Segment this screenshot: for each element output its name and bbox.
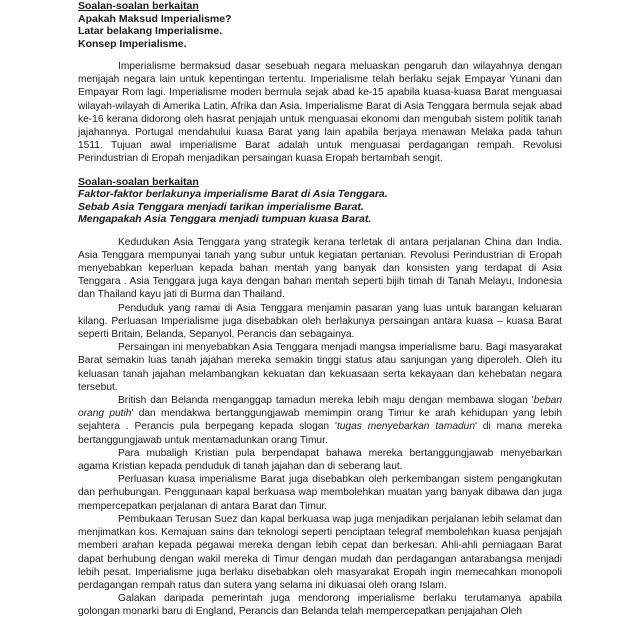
section-1-heading: Soalan-soalan berkaitan [78, 0, 199, 12]
section-2-paragraph-8: Galakan daripada pemerintah juga mendorong imperialisme berlaku terutamanya apabila golongan monarki baru di England, Perancis dan Belanda telah mempercepatkan penjajahan Oleh [78, 593, 562, 618]
section-2-paragraph-2: Penduduk yang ramai di Asia Tenggara menjamin pasaran yang luas untuk barangan keluaran kilang. Perluasan Imperialisme juga disebabkan oleh berlakunya persaingan antara kuasa – kuasa Barat seperti Britain, Belanda, Sepanyol, Perancis dan sebagainya. [78, 302, 562, 341]
slogan-beban-orang-putih: beban orang putih [78, 395, 562, 420]
section-1-paragraph: Imperialisme bermaksud dasar sesebuah negara meluaskan pengaruh dan wilayahnya dengan menjajah negara lain untuk kepentingan tertentu. Imperialisme telah berlaku sejak Empayar Yunani dan Empayar Rom lagi. Imperialisme moden bermula sejak abad ke-15 apabila kuasa-kuasa Barat menguasai wilayah-wilayah di Amerika Latin, Afrika dan Asia. Imperialisme Barat di Asia Tenggara bermula sejak abad ke-16 kerana didorong oleh hasrat penjajah untuk menguasai ekonomi dan mengubah sistem politik tanah jajahannya. Portugal mendahului kuasa Barat yang lain apabila berjaya menawan Melaka pada tahun 1511. Tujuan awal imperialisme Barat adalah untuk menguasai perdagangan rempah. Revolusi Perindustrian di Eropah menjadikan persaingan kuasa Eropah bertambah sengit. [78, 61, 562, 165]
section-1-header [78, 0, 562, 50]
section-1-question-1: Apakah Maksud Imperialisme? [78, 12, 232, 25]
section-2-paragraph-4 [78, 394, 562, 447]
section-1-question-3: Konsep Imperialisme. [78, 37, 187, 50]
section-2-question-1: Faktor-faktor berlakunya imperialisme Barat di Asia Tenggara. [78, 188, 388, 201]
section-2-question-2: Sebab Asia Tenggara menjadi tarikan imperialisme Barat. [78, 200, 364, 213]
section-2-paragraph-1: Kedudukan Asia Tenggara yang strategik kerana terletak di antara perjalanan China dan India. Asia Tenggara mempunyai tanah yang subur untuk kegiatan pertanian. Revolusi Perindustrian di Eropah menyebabkan keperluan kepada bahan mentah yang banyak dan konsisten yang terdapat di Asia Tenggara . Asia Tenggara juga kaya dengan bahan mentah seperti bijih timah di Tanah Melayu, Indonesia dan Thailand kayu jati di Burma dan Thailand. [78, 236, 562, 301]
section-2-paragraph-7: Pembukaan Terusan Suez dan kapal berkuasa wap juga menjadikan perjalanan lebih selamat dan menjimatkan kos. Kemajuan sains dan teknologi seperti penciptaan telegraf membolehkan kuasa penjajah memberi arahan kepada pegawai mereka dengan lebih cepat dan berkesan. Ahli-ahli perniagaan Barat dapat berhubung dengan wakil mereka di Timur dengan mudah dan perdagangan antarabangsa menjadi lebih pesat. Imperialisme juga berlaku disebabkan oleh masyarakat Eropah ingin memecahkan monopoli perdagangan rempah ratus dan sutera yang selama ini dikuasai oleh orang Islam. [78, 513, 562, 591]
slogan-tugas-menyebarkan-tamadun: tugas menyebarkan tamadun [336, 421, 475, 433]
section-2-heading: Soalan-soalan berkaitan [78, 175, 199, 188]
section-2-paragraph-6: Perluasan kuasa imperialisme Barat juga disebabkan oleh perkembangan sistem pengangkutan dan perhubungan. Penggunaan kapal berkuasa wap membolehkan muatan yang banyak dibawa dan juga mempercepatkan perjalanan di antara Barat dan Timur. [78, 474, 562, 512]
section-2-header [78, 176, 562, 226]
section-1-question-2: Latar belakang Imperialisme. [78, 25, 223, 37]
document-page [78, 0, 562, 619]
section-2-question-3: Mengapakah Asia Tenggara menjadi tumpuan kuasa Barat. [78, 213, 372, 226]
section-2-paragraph-5: Para mubaligh Kristian pula berpendapat bahawa mereka bertanggungjawab menyebarkan agama Kristian kepada penduduk di tanah jajahan dan di seberang laut. [78, 447, 562, 473]
p4-text-c: ' di mana mereka bertanggungjawab untuk mentamadunkan orang Timur. [78, 421, 562, 446]
section-2-paragraph-3: Persaingan ini menyebabkan Asia Tenggara menjadi mangsa imperialisme baru. Bagi masyarakat Barat semakin luas tanah jajahan mereka semakin tinggi status atau sanjungan yang diperoleh. Oleh itu keluasan tanah jajahan melambangkan kekuatan dan kekuasaan serta kekayaan dan kehebatan negara tersebut. [78, 342, 562, 393]
p4-text-a: British dan Belanda menganggap tamadun mereka lebih maju dengan membawa slogan ' [118, 395, 534, 407]
p4-text-b: ' dan mendakwa bertanggungjawab memimpin orang Timur ke arah kehidupan yang lebih sejahtera . Perancis pula berpegang kepada slogan ' [78, 408, 563, 433]
